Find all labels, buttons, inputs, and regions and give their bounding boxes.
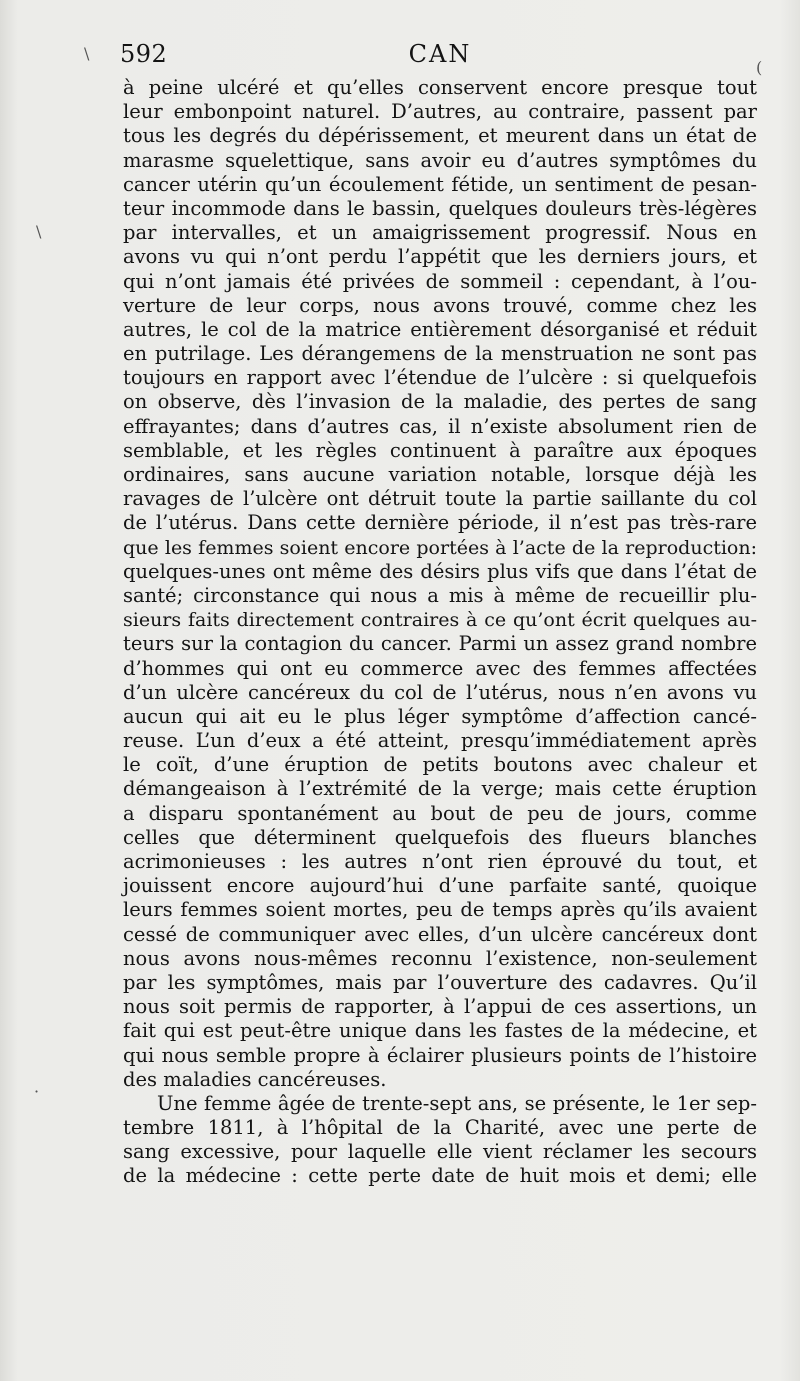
text-line: autres, le col de la matrice entièrement désorganisé et réduit [123, 317, 757, 341]
text-line: marasme squelettique, sans avoir eu d’autres symptômes du [123, 148, 757, 172]
text-line: aucun qui ait eu le plus léger symptôme d’affection cancé- [123, 704, 757, 728]
text-line: des maladies cancéreuses. [123, 1067, 387, 1091]
text-line: jouissent encore aujourd’hui d’une parfaite santé, quoique [123, 874, 757, 898]
text-line: nous soit permis de rapporter, à l’appui de ces assertions, un [123, 995, 757, 1019]
text-line: de l’utérus. Dans cette dernière période, il n’est pas très-rare [123, 511, 757, 535]
text-line: en putrilage. Les dérangemens de la menstruation ne sont pas [123, 342, 757, 366]
text-line: leur embonpoint naturel. D’autres, au contraire, passent par [123, 100, 757, 124]
text-line: d’un ulcère cancéreux du col de l’utérus, nous n’en avons vu [123, 680, 757, 704]
text-line: tembre 1811, à l’hôpital de la Charité, avec une perte de [123, 1116, 757, 1140]
text-line: santé; circonstance qui nous a mis à même de recueillir plu- [123, 583, 757, 607]
text-line: cessé de communiquer avec elles, d’un ulcère cancéreux dont [123, 922, 757, 946]
text-line: avons vu qui n’ont perdu l’appétit que les derniers jours, et [123, 245, 757, 269]
paragraph-1 [123, 76, 757, 1092]
text-line: on observe, dès l’invasion de la maladie, des pertes de sang [123, 390, 757, 414]
text-line: nous avons nous-mêmes reconnu l’existence, non-seulement [123, 946, 757, 970]
text-line: quelques-unes ont même des désirs plus vifs que dans l’état de [123, 559, 757, 583]
text-line: acrimonieuses : les autres n’ont rien éprouvé du tout, et [123, 850, 757, 873]
text-line: par intervalles, et un amaigrissement progressif. Nous en [123, 221, 757, 245]
text-line: semblable, et les règles continuent à paraître aux époques [123, 438, 757, 462]
text-line: par les symptômes, mais par l’ouverture des cadavres. Qu’il [123, 970, 757, 994]
text-line: celles que déterminent quelquefois des flueurs blanches [123, 825, 757, 849]
text-line: qui n’ont jamais été privées de sommeil : cependant, à l’ou- [123, 269, 757, 293]
text-line: de la médecine : cette perte date de huit mois et demi; elle [123, 1164, 757, 1188]
text-line: verture de leur corps, nous avons trouvé, comme chez les [123, 293, 757, 317]
margin-speck: ( [756, 58, 763, 77]
text-line: cancer utérin qu’un écoulement fétide, un sentiment de pesan- [123, 172, 757, 196]
text-line: ravages de l’ulcère ont détruit toute la partie saillante du col [123, 487, 757, 511]
text-line: Une femme âgée de trente-sept ans, se présente, le 1er sep- [157, 1091, 757, 1115]
page-header [120, 40, 760, 74]
text-line: teurs sur la contagion du cancer. Parmi un assez grand nombre [123, 632, 757, 656]
text-line: ordinaires, sans aucune variation notable, lorsque déjà les [123, 463, 757, 486]
margin-speck: \ [84, 44, 90, 63]
text-line: à peine ulcéré et qu’elles conservent encore presque tout [123, 76, 757, 99]
text-line: toujours en rapport avec l’étendue de l’ulcère : si quelquefois [123, 366, 757, 390]
text-line: effrayantes; dans d’autres cas, il n’existe absolument rien de [123, 414, 757, 438]
text-line: teur incommode dans le bassin, quelques douleurs très-légères [123, 196, 757, 220]
margin-speck: \ [36, 222, 42, 241]
paragraph-2 [123, 1092, 757, 1189]
text-line: sang excessive, pour laquelle elle vient réclamer les secours [123, 1140, 757, 1164]
text-line: qui nous semble propre à éclairer plusieurs points de l’histoire [123, 1043, 757, 1067]
text-line: fait qui est peut-être unique dans les fastes de la médecine, et [123, 1019, 757, 1043]
text-line: d’hommes qui ont eu commerce avec des femmes affectées [123, 656, 757, 680]
running-head: CAN [408, 40, 472, 68]
text-line: tous les degrés du dépérissement, et meurent dans un état de [123, 124, 757, 148]
text-line: démangeaison à l’extrémité de la verge; mais cette éruption [123, 777, 757, 801]
text-line: que les femmes soient encore portées à l’acte de la reproduction: [123, 536, 757, 559]
text-line: leurs femmes soient mortes, peu de temps après qu’ils avaient [123, 898, 757, 922]
page-number: 592 [120, 40, 168, 68]
margin-speck: · [34, 1082, 40, 1101]
text-line: reuse. L’un d’eux a été atteint, presqu’immédiatement après [123, 729, 757, 753]
body-text [123, 76, 757, 1189]
text-line: a disparu spontanément au bout de peu de jours, comme [123, 801, 757, 825]
text-line: le coït, d’une éruption de petits boutons avec chaleur et [123, 753, 757, 777]
text-line: sieurs faits directement contraires à ce qu’ont écrit quelques au- [123, 609, 757, 632]
